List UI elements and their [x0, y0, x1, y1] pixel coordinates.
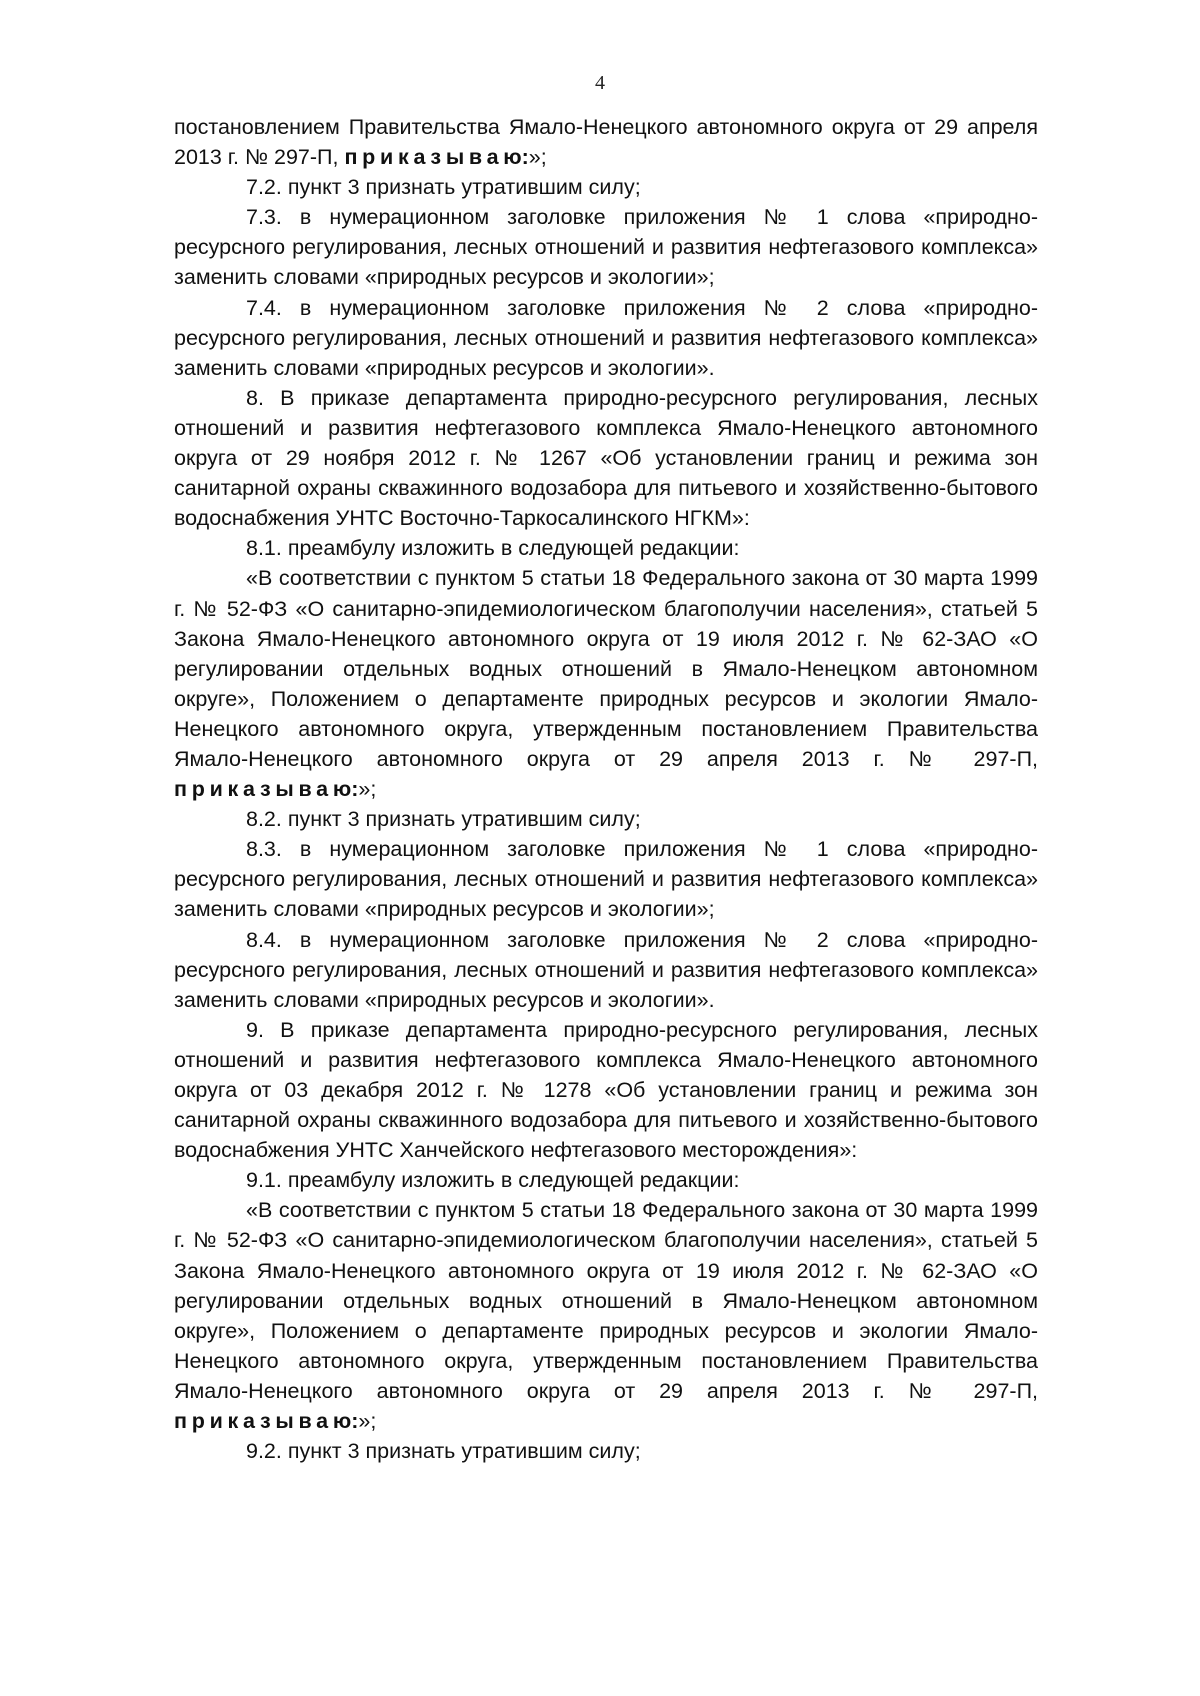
order-keyword: приказыва — [174, 777, 333, 802]
paragraph-text-end: »; — [358, 777, 377, 802]
paragraph-9-2: 9.2. пункт 3 признать утратившим силу; — [246, 1439, 641, 1464]
paragraph-8-2: 8.2. пункт 3 признать утратившим силу; — [246, 807, 641, 832]
paragraph-8-4: 8.4. в нумерационном заголовке приложения № 2 слова «природно-ресурсного регулирования, лесных отношений и развития нефтегазового комплекса» заменить словами «природных ресурсов и экологии». — [174, 927, 1038, 1012]
paragraph-7-3: 7.3. в нумерационном заголовке приложения № 1 слова «природно-ресурсного регулирования, лесных отношений и развития нефтегазового комплекса» заменить словами «природных ресурсов и экологии»; — [174, 205, 1038, 290]
order-keyword-end: ю: — [332, 1409, 359, 1434]
paragraph-text: «В соответствии с пунктом 5 статьи 18 Федерального закона от 30 марта 1999 г. № 52-ФЗ «О санитарно-эпидемиологическом благополучии населения», статьей 5 Закона Ямало-Ненецкого автономного округа от 19 июля 2012 г. № 62-ЗАО «О регулировании отдельных водных отношений в Ямало-Ненецком автономном округе», Положением о департаменте природных ресурсов и экологии Ямало-Ненецкого автономного округа, утвержденным постановлением Правительства Ямало-Ненецкого автономного округа от 29 апреля 2013 г. № 297-П, — [174, 566, 1038, 771]
order-keyword: приказыва — [174, 1409, 333, 1434]
paragraph-9-1-quote — [174, 1195, 1038, 1436]
page-number: 4 — [595, 72, 605, 94]
paragraph-text: «В соответствии с пунктом 5 статьи 18 Федерального закона от 30 марта 1999 г. № 52-ФЗ «О санитарно-эпидемиологическом благополучии населения», статьей 5 Закона Ямало-Ненецкого автономного округа от 19 июля 2012 г. № 62-ЗАО «О регулировании отдельных водных отношений в Ямало-Ненецком автономном округе», Положением о департаменте природных ресурсов и экологии Ямало-Ненецкого автономного округа, утвержденным постановлением Правительства Ямало-Ненецкого автономного округа от 29 апреля 2013 г. № 297-П, — [174, 1198, 1038, 1403]
paragraph-text-end: »; — [358, 1409, 377, 1434]
paragraph-8-1: 8.1. преамбулу изложить в следующей редакции: — [246, 536, 740, 561]
document-body — [174, 112, 1038, 1466]
paragraph-7-1-continuation — [174, 112, 1038, 172]
order-keyword: приказыва — [344, 145, 504, 170]
paragraph-7-4: 7.4. в нумерационном заголовке приложения № 2 слова «природно-ресурсного регулирования, лесных отношений и развития нефтегазового комплекса» заменить словами «природных ресурсов и экологии». — [174, 295, 1038, 380]
order-keyword-end: ю: — [503, 145, 529, 170]
paragraph-9: 9. В приказе департамента природно-ресурсного регулирования, лесных отношений и развития нефтегазового комплекса Ямало-Ненецкого автономного округа от 03 декабря 2012 г. № 1278 «Об установлении границ и режима зон санитарной охраны скважинного водозабора для питьевого и хозяйственно-бытового водоснабжения УНТС Ханчейского нефтегазового месторождения»: — [174, 1017, 1038, 1163]
paragraph-text-end: »; — [528, 145, 547, 170]
paragraph-text: постановлением Правительства Ямало-Ненецкого автономного округа от 29 апреля 2013 г. № 297-П, — [174, 115, 1038, 170]
paragraph-8-1-quote — [174, 563, 1038, 804]
paragraph-8: 8. В приказе департамента природно-ресурсного регулирования, лесных отношений и развития нефтегазового комплекса Ямало-Ненецкого автономного округа от 29 ноября 2012 г. № 1267 «Об установлении границ и режима зон санитарной охраны скважинного водозабора для питьевого и хозяйственно-бытового водоснабжения УНТС Восточно-Таркосалинского НГКМ»: — [174, 385, 1038, 531]
paragraph-9-1: 9.1. преамбулу изложить в следующей редакции: — [246, 1168, 740, 1193]
paragraph-7-2: 7.2. пункт 3 признать утратившим силу; — [246, 175, 641, 200]
order-keyword-end: ю: — [332, 777, 359, 802]
paragraph-8-3: 8.3. в нумерационном заголовке приложения № 1 слова «природно-ресурсного регулирования, лесных отношений и развития нефтегазового комплекса» заменить словами «природных ресурсов и экологии»; — [174, 837, 1038, 922]
